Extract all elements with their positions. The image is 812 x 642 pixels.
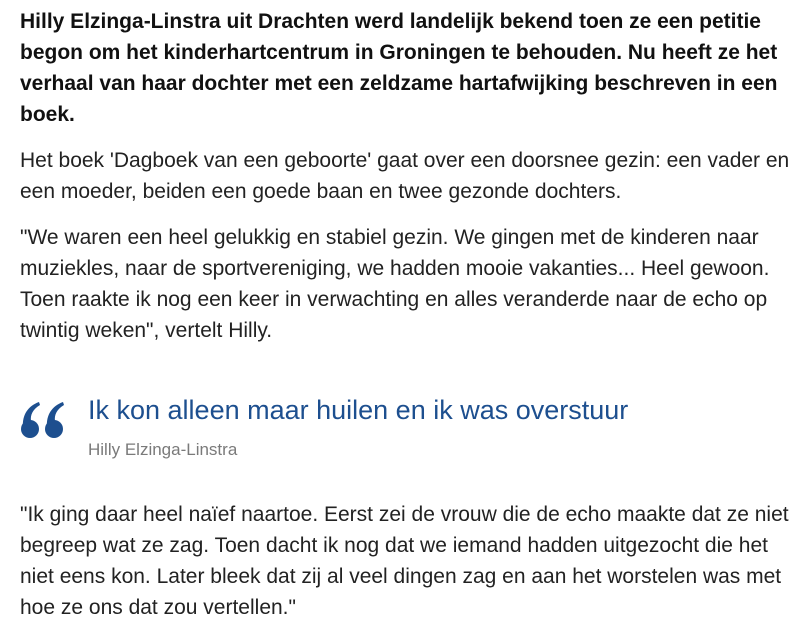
article-paragraph-3: "Ik ging daar heel naïef naartoe. Eerst zei de vrouw die de echo maakte dat ze niet begreep wat ze zag. Toen dacht ik nog dat we iemand hadden uitgezocht die het niet eens kon. Later bleek dat zij al veel dingen zag en aan het worstelen was met hoe ze ons dat zou vertellen." bbox=[20, 503, 789, 619]
quote-icon bbox=[20, 401, 66, 441]
article-paragraph-2: "We waren een heel gelukkig en stabiel gezin. We gingen met de kinderen naar muziekles, naar de sportvereniging, we hadden mooie vakanties... Heel gewoon. Toen raakte ik nog een keer in verwachting en alles veranderde naar de echo op twintig weken", vertelt Hilly. bbox=[20, 226, 770, 342]
article-paragraph-1: Het boek 'Dagboek van een geboorte' gaat over een doorsnee gezin: een vader en een moeder, beiden een goede baan en twee gezonde dochters. bbox=[20, 149, 790, 203]
article-lead: Hilly Elzinga-Linstra uit Drachten werd landelijk bekend toen ze een petitie begon om het kinderhartcentrum in Groningen te behouden. Nu heeft ze het verhaal van haar dochter met een zeldzame hartafwijking beschreven in een boek. bbox=[20, 10, 778, 126]
pull-quote bbox=[20, 391, 800, 469]
article-body bbox=[20, 0, 800, 623]
quote-author: Hilly Elzinga-Linstra bbox=[88, 440, 238, 459]
quote-text: Ik kon alleen maar huilen en ik was overstuur bbox=[88, 395, 629, 425]
